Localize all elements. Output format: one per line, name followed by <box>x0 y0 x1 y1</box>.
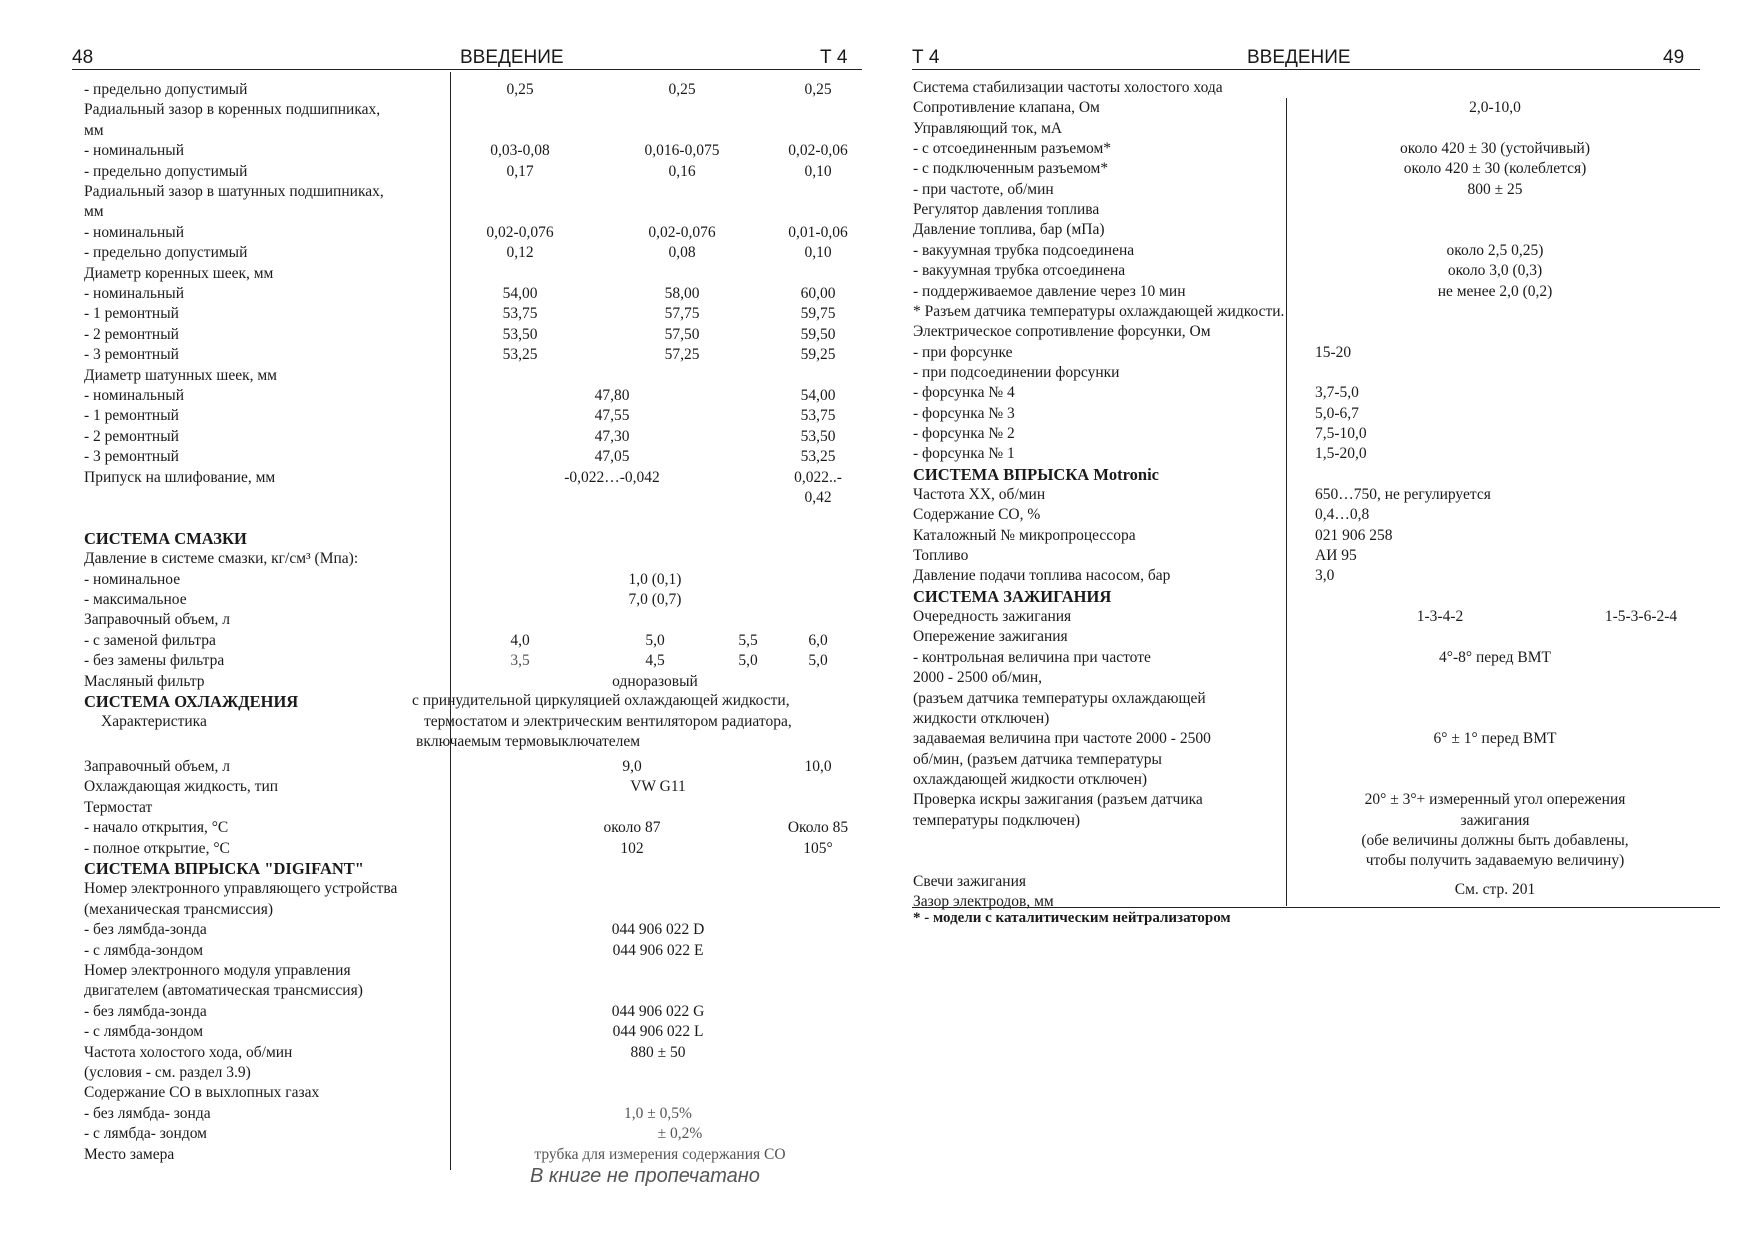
spec-value: 0,4…0,8 <box>1315 506 1370 524</box>
spec-row <box>0 689 1754 709</box>
spec-label: - без замены фильтра <box>84 652 225 670</box>
spec-label: - при подсоединении форсунки <box>913 363 1120 381</box>
spec-label: Место замера <box>84 1145 175 1163</box>
section-heading: СИСТЕМА ВПРЫСКА "DIGIFANT" <box>84 859 364 878</box>
spec-row <box>0 770 1754 790</box>
spec-value: 5,0 <box>808 652 828 670</box>
spec-value: 0,03-0,08 <box>490 142 550 160</box>
spec-label: - с отсоединенным разъемом* <box>913 140 1112 158</box>
spec-value: 59,50 <box>800 325 836 343</box>
spec-label: - 2 ремонтный <box>84 325 179 343</box>
spec-label: - без лямбда-зонда <box>84 1002 207 1020</box>
spec-value: 0,02-0,076 <box>486 223 554 241</box>
spec-label: - с лямбда-зондом <box>84 1023 204 1041</box>
spec-value: около 420 ± 30 (колеблется) <box>1403 160 1587 178</box>
spec-value: 0,022..- <box>794 468 842 486</box>
spec-value: 0,12 <box>506 244 534 262</box>
spec-label: Масляный фильтр <box>84 672 205 690</box>
spec-value: 47,05 <box>594 448 630 466</box>
spec-label: - с лямбда- зондом <box>84 1125 207 1143</box>
spec-label: Содержание СО в выхлопных газах <box>84 1084 320 1102</box>
spec-row <box>0 587 1754 607</box>
spec-label: - без лямбда-зонда <box>84 921 207 939</box>
spec-label: - 2 ремонтный <box>84 427 179 445</box>
spec-value: зажигания <box>1460 811 1530 829</box>
spec-label: Содержание СО, % <box>913 506 1041 524</box>
spec-value: 53,75 <box>502 305 538 323</box>
cooling-line-3: включаемым термовыключателем <box>416 733 641 750</box>
spec-label: (разъем датчика температуры охлаждающей <box>913 689 1206 707</box>
spec-label: - максимальное <box>84 591 187 608</box>
section-heading: СИСТЕМА ОХЛАЖДЕНИЯ <box>84 692 299 711</box>
spec-value: 3,5 <box>510 652 530 670</box>
spec-label: Диаметр коренных шеек, мм <box>84 264 274 282</box>
spec-value: (обе величины должны быть добавлены, <box>1361 831 1629 849</box>
spec-label: - номинальный <box>84 142 185 160</box>
spec-label: Регулятор давления топлива <box>913 201 1100 219</box>
spec-value: -0,022…-0,042 <box>564 468 660 486</box>
spec-row <box>0 526 1754 546</box>
spec-row <box>0 383 1754 403</box>
spec-label: (механическая трансмиссия) <box>84 900 273 918</box>
page-title: ВВЕДЕНИЕ <box>460 47 564 68</box>
spec-value: 1,0 (0,1) <box>628 570 682 588</box>
spec-value: одноразовый <box>612 672 698 690</box>
spec-label: Система стабилизации частоты холостого хода <box>913 79 1223 96</box>
spec-value: 0,10 <box>804 244 832 262</box>
spec-label: Давление подачи топлива насосом, бар <box>913 567 1171 585</box>
spec-value: 5,5 <box>738 631 758 649</box>
spec-label: Частота холостого хода, об/мин <box>84 1043 293 1061</box>
spec-row <box>0 668 1754 688</box>
spec-label: - 3 ремонтный <box>84 448 179 466</box>
spec-value: 58,00 <box>664 285 700 302</box>
spec-value: трубка для измерения содержания СО <box>534 1145 786 1163</box>
spec-value: 0,08 <box>668 244 696 262</box>
spec-value: 47,55 <box>594 407 630 425</box>
spec-value: 880 ± 50 <box>630 1043 686 1061</box>
spec-label: Управляющий ток, мА <box>913 119 1063 137</box>
spec-value: 044 906 022 G <box>611 1002 705 1020</box>
catalytic-footnote: * - модели с каталитическим нейтрализатором <box>913 910 1231 926</box>
spec-row <box>0 261 1754 281</box>
spec-label: - форсунка № 4 <box>913 384 1015 402</box>
spec-value: 7,0 (0,7) <box>628 591 682 608</box>
spec-row <box>0 546 1754 566</box>
spec-value: 0,25 <box>804 81 832 98</box>
spec-value: 59,75 <box>800 305 836 323</box>
spec-label: Диаметр шатунных шеек, мм <box>84 366 277 384</box>
spec-label: Термостат <box>84 798 153 816</box>
spec-row <box>0 505 1754 525</box>
spec-value: 59,25 <box>800 346 836 364</box>
spec-value: 6° ± 1° перед ВМТ <box>1433 730 1557 748</box>
spec-label: Каталожный № микропроцессора <box>913 526 1136 544</box>
spec-label: температуры подключен) <box>913 811 1081 829</box>
spec-value: 53,25 <box>502 346 538 364</box>
section-heading: СИСТЕМА ВПРЫСКА Motronic <box>913 464 1160 484</box>
spec-label: Топливо <box>913 547 969 565</box>
spec-row <box>0 627 1754 647</box>
spec-value: 3,0 <box>1315 567 1335 585</box>
spec-label: 2000 - 2500 об/мин, <box>913 669 1043 687</box>
spec-row <box>0 98 1754 118</box>
spec-value: 800 ± 25 <box>1467 180 1523 198</box>
spec-value: не менее 2,0 (0,2) <box>1437 282 1553 300</box>
spec-value: 5,0 <box>645 631 665 649</box>
spec-value: около 87 <box>603 819 661 837</box>
spec-row <box>0 831 1754 851</box>
spec-label: Номер электронного управляющего устройства <box>84 880 398 898</box>
spec-value: Около 85 <box>787 819 849 837</box>
spec-row <box>0 343 1754 363</box>
spec-row <box>0 241 1754 261</box>
spec-label: Проверка искры зажигания (разъем датчика <box>913 791 1203 809</box>
spec-row <box>0 78 1754 98</box>
spec-value: 6,0 <box>808 631 828 649</box>
spec-label: - предельно допустимый <box>84 162 248 180</box>
spec-row <box>0 363 1754 383</box>
spec-row <box>0 322 1754 342</box>
spec-label: Свечи зажигания <box>913 872 1026 890</box>
spec-label: - номинальное <box>84 570 181 588</box>
spec-value: около 2,5 0,25) <box>1446 241 1544 259</box>
spec-value: 54,00 <box>502 285 538 302</box>
spec-row <box>0 851 1754 871</box>
spec-label: Радиальный зазор в шатунных подшипниках, <box>84 183 384 200</box>
spec-label: - с заменой фильтра <box>84 631 216 649</box>
section-heading: СИСТЕМА СМАЗКИ <box>84 528 247 548</box>
spec-label: Опережение зажигания <box>913 628 1068 646</box>
spec-row <box>0 790 1754 810</box>
spec-row <box>0 119 1754 139</box>
spec-label: - поддерживаемое давление через 10 мин <box>913 282 1186 300</box>
spec-value: ± 0,2% <box>657 1125 703 1143</box>
spec-label: задаваемая величина при частоте 2000 - 2500 <box>913 730 1211 748</box>
spec-value: 57,75 <box>664 305 700 323</box>
spec-label: - форсунка № 3 <box>913 404 1015 422</box>
spec-value: 4°-8° перед ВМТ <box>1439 648 1551 666</box>
spec-value: 0,25 <box>668 81 696 98</box>
spec-value: 3,7-5,0 <box>1315 384 1359 402</box>
spec-row <box>0 811 1754 831</box>
spec-value: 0,02-0,06 <box>788 142 848 160</box>
spec-label: Частота ХХ, об/мин <box>913 486 1046 503</box>
spec-label: - с подключенным разъемом* <box>913 160 1109 178</box>
spec-row <box>0 444 1754 464</box>
spec-value: АИ 95 <box>1315 547 1357 565</box>
spec-value: 57,25 <box>664 346 700 364</box>
spec-value: около 420 ± 30 (устойчивый) <box>1400 140 1590 158</box>
spec-value: 20° ± 3°+ измеренный угол опережения <box>1364 791 1626 809</box>
model-label: Т 4 <box>820 47 848 68</box>
spec-label: - 1 ремонтный <box>84 305 179 323</box>
spec-value: 7,5-10,0 <box>1315 424 1367 442</box>
spec-label: Заправочный объем, л <box>84 611 231 629</box>
spec-row <box>0 159 1754 179</box>
spec-row <box>0 729 1754 749</box>
spec-value: 53,75 <box>800 407 836 425</box>
spec-label: жидкости отключен) <box>913 709 1050 727</box>
spec-label: - вакуумная трубка подсоединена <box>913 241 1135 259</box>
spec-label: - 1 ремонтный <box>84 407 179 425</box>
spec-value: 2,0-10,0 <box>1469 99 1521 117</box>
spec-label: - вакуумная трубка отсоединена <box>913 262 1126 280</box>
spec-label: об/мин, (разъем датчика температуры <box>913 750 1162 768</box>
spec-value: 1,0 ± 0,5% <box>624 1104 692 1122</box>
spec-label: - номинальный <box>84 387 185 404</box>
spec-row <box>0 465 1754 485</box>
spec-value: 4,5 <box>645 652 665 670</box>
spec-row <box>0 607 1754 627</box>
spec-value: 105° <box>803 839 833 857</box>
spec-label: - без лямбда- зонда <box>84 1104 211 1122</box>
page-number: 49 <box>1663 47 1685 68</box>
spec-label: Заправочный объем, л <box>84 758 231 775</box>
spec-label: Номер электронного модуля управления <box>84 962 351 979</box>
spec-value: 53,50 <box>502 325 538 343</box>
spec-label: Очередность зажигания <box>913 608 1072 626</box>
spec-row <box>0 566 1754 586</box>
spec-row <box>0 872 1754 898</box>
spec-value: 1-3-4-2 <box>1416 608 1464 626</box>
spec-value: чтобы получить задаваемую величину) <box>1365 852 1625 870</box>
spec-row <box>0 485 1754 505</box>
spec-label: - предельно допустимый <box>84 81 248 98</box>
spec-label: Электрическое сопротивление форсунки, Ом <box>913 323 1211 341</box>
spec-value: 9,0 <box>622 758 642 775</box>
spec-row <box>0 139 1754 159</box>
spec-value: 044 906 022 E <box>612 941 704 959</box>
spec-label: - номинальный <box>84 285 185 302</box>
spec-value: 54,00 <box>800 387 836 404</box>
spec-label: - форсунка № 1 <box>913 445 1015 463</box>
spec-label: Сопротивление клапана, Ом <box>913 99 1100 117</box>
spec-value: 044 906 022 L <box>612 1023 704 1041</box>
spec-row <box>0 750 1754 770</box>
spec-label: - начало открытия, °С <box>84 819 229 837</box>
spec-value: 650…750, не регулируется <box>1315 486 1491 503</box>
page-number: 48 <box>72 47 94 68</box>
spec-row <box>0 180 1754 200</box>
spec-row <box>0 200 1754 220</box>
spec-value: VW G11 <box>630 778 686 796</box>
spec-label: Охлаждающая жидкость, тип <box>84 778 279 796</box>
spec-label: - номинальный <box>84 223 185 241</box>
spec-label: Припуск на шлифование, мм <box>84 468 276 486</box>
spec-value: 0,016-0,075 <box>644 142 720 160</box>
spec-value: 044 906 022 D <box>611 921 705 939</box>
spec-value: 53,25 <box>800 448 836 466</box>
spec-label: охлаждающей жидкости отключен) <box>913 770 1148 788</box>
spec-label: (условия - см. раздел 3.9) <box>84 1064 251 1081</box>
spec-label: мм <box>84 121 104 139</box>
model-label: Т 4 <box>912 47 940 68</box>
spec-row <box>0 404 1754 424</box>
spec-value: 47,30 <box>594 427 630 445</box>
spec-value: 4,0 <box>510 631 530 649</box>
spec-value: См. стр. 201 <box>1454 880 1536 898</box>
spec-value: 102 <box>620 839 644 857</box>
spec-row <box>0 648 1754 668</box>
cooling-line-1: с принудительной циркуляцией охлаждающей жидкости, <box>412 692 790 709</box>
spec-value: 0,02-0,076 <box>648 223 716 241</box>
spec-label: мм <box>84 203 104 221</box>
spec-value: 0,01-0,06 <box>788 223 848 241</box>
spec-value: 0,16 <box>668 162 696 180</box>
spec-label: - форсунка № 2 <box>913 424 1015 442</box>
spec-row <box>0 424 1754 444</box>
spec-value: 0,10 <box>804 162 832 180</box>
spec-value: 53,50 <box>800 427 836 445</box>
spec-label: - контрольная величина при частоте <box>913 648 1151 666</box>
spec-row <box>0 302 1754 322</box>
spec-label: - предельно допустимый <box>84 244 248 262</box>
section-heading: СИСТЕМА ЗАЖИГАНИЯ <box>913 586 1112 606</box>
spec-row <box>0 282 1754 302</box>
spec-label: - полное открытие, °С <box>84 839 230 857</box>
spec-row <box>0 709 1754 729</box>
spec-value: 0,25 <box>506 81 534 98</box>
spec-label: - при форсунке <box>913 343 1013 361</box>
spec-value: 15-20 <box>1315 343 1352 361</box>
spec-label: - при частоте, об/мин <box>913 180 1054 198</box>
footnote-not-printed: В книге не пропечатано <box>530 1165 760 1187</box>
spec-label: Радиальный зазор в коренных подшипниках, <box>84 101 381 119</box>
spec-value: 1,5-20,0 <box>1315 445 1367 463</box>
spec-row <box>0 892 1754 912</box>
page-title: ВВЕДЕНИЕ <box>1247 47 1351 68</box>
spec-value: около 3,0 (0,3) <box>1447 262 1543 280</box>
spec-value: 1-5-3-6-2-4 <box>1604 608 1678 626</box>
spec-value: 5,0-6,7 <box>1315 404 1359 422</box>
spec-label: Давление в системе смазки, кг/см³ (Мпа): <box>84 550 359 568</box>
cooling-line-2: термостатом и электрическим вентилятором радиатора, <box>424 712 792 730</box>
spec-value: 10,0 <box>804 758 832 775</box>
spec-label: * Разъем датчика температуры охлаждающей жидкости. <box>913 302 1285 320</box>
spec-label: - с лямбда-зондом <box>84 941 204 959</box>
spec-value: 5,0 <box>738 652 758 670</box>
spec-value: 57,50 <box>664 325 700 343</box>
spec-label: Зазор электродов, мм <box>913 893 1054 910</box>
spec-label: двигателем (автоматическая трансмиссия) <box>84 982 363 1000</box>
spec-value: 47,80 <box>594 387 630 404</box>
spec-label: - 3 ремонтный <box>84 346 179 364</box>
spec-label: Характеристика <box>101 713 207 731</box>
spec-label: Давление топлива, бар (мПа) <box>913 221 1105 239</box>
spec-value: 60,00 <box>800 285 836 302</box>
spec-value: 0,42 <box>804 489 832 506</box>
spec-row <box>0 220 1754 240</box>
spec-value: 021 906 258 <box>1315 526 1393 544</box>
spec-value: 0,17 <box>506 162 534 180</box>
